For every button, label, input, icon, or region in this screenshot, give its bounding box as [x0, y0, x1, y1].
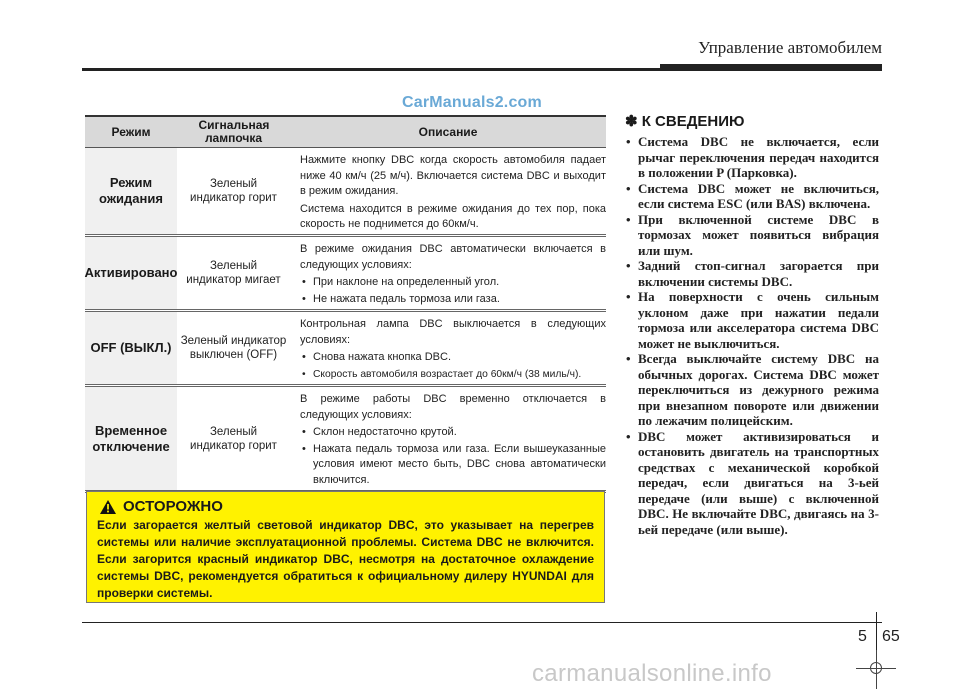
footer-rule — [82, 622, 882, 623]
table-row — [85, 148, 606, 237]
description-bullet: • Скорость автомобиля возрастает до 60км/ч (38 миль/ч). — [300, 367, 606, 383]
description-bullet: • Снова нажата кнопка DBC. — [300, 350, 606, 366]
notes-title: ✽ К СВЕДЕНИЮ — [625, 113, 745, 130]
mode-cell: Активировано — [85, 237, 177, 309]
lamp-cell: Зеленый индикатор горит — [190, 425, 277, 452]
warning-triangle-icon — [99, 499, 117, 515]
table-header — [85, 117, 606, 148]
caution-title: ОСТОРОЖНО — [123, 498, 223, 515]
mode-cell: OFF (ВЫКЛ.) — [85, 312, 177, 384]
lamp-cell: Зеленый индикатор мигает — [186, 260, 281, 286]
table-row — [85, 312, 606, 387]
caution-text: Если загорается желтый световой индикатор DBC, это указывает на перегрев системы или наличие эксплуатационной проблемы. Система DBC не включится. Если загорится красный индикатор DBC, несмотря на достаточное охлаждение системы DBC, рекомендуется обратиться к официальному дилеру HYUNDAI для проверки системы. — [97, 518, 594, 600]
note-item: • DBC может активизироваться и остановить двигатель на транспортных средствах с механической коробкой передач, если двигаться на 3-ьей передаче (или выше) с включенной DBC. Не включайте DBC, двигаясь на 3-ьей передаче (или выше). — [625, 429, 879, 538]
page-number: 65 — [882, 628, 900, 645]
description-text: Контрольная лампа DBC выключается в следующих условиях: — [300, 318, 606, 346]
section-number: 5 — [858, 628, 867, 645]
note-item: • Задний стоп-сигнал загорается при включении системы DBC. — [625, 258, 879, 289]
watermark-top: CarManuals2.com — [402, 94, 542, 111]
note-item: • Система DBC может не включиться, если система ESC (или BAS) включена. — [625, 181, 879, 212]
note-item: • Всегда выключайте систему DBC на обычных дорогах. Система DBC может переключиться из дежурного режима при внезапном повороте или движении по лежачим полицейским. — [625, 351, 879, 429]
caution-box — [86, 491, 605, 603]
note-item: • При включенной системе DBC в тормозах может появиться вибрация или шум. — [625, 212, 879, 259]
table-row — [85, 387, 606, 493]
header-description: Описание — [418, 124, 478, 139]
information-notes — [625, 112, 879, 537]
dbc-mode-table — [85, 115, 606, 493]
description-bullet: • Нажата педаль тормоза или газа. Если вышеуказанные условия имеют место быть, DBC снова автоматически включится. — [300, 442, 606, 489]
crop-mark-circle — [870, 662, 882, 674]
watermark-bottom: carmanualsonline.info — [532, 660, 772, 687]
description-text: Система находится в режиме ожидания до тех пор, пока скорость не поднимется до 60км/ч. — [300, 202, 606, 230]
header-mode: Режим — [111, 124, 151, 139]
lamp-cell: Зеленый индикатор выключен (OFF) — [180, 335, 287, 361]
description-bullet: • При наклоне на определенный угол. — [300, 275, 606, 291]
header-rule — [82, 68, 882, 71]
note-item: • На поверхности с очень сильным уклоном даже при нажатии педали тормоза или акселератора система DBC может не выключиться. — [625, 289, 879, 351]
description-bullet: • Не нажата педаль тормоза или газа. — [300, 292, 606, 308]
description-text: Нажмите кнопку DBC когда скорость автомобиля падает ниже 40 км/ч (25 м/ч). Включается система DBC и выходит в режим ожидания. — [300, 154, 606, 197]
chapter-title: Управление автомобилем — [698, 38, 882, 57]
description-cell — [290, 148, 606, 234]
description-cell — [290, 237, 606, 309]
note-item: • Система DBC не включается, если рычаг переключения передач находится в положении P (Парковка). — [625, 134, 879, 181]
caution-heading — [99, 498, 594, 515]
page-number-separator — [876, 612, 877, 652]
lamp-cell: Зеленый индикатор горит — [190, 178, 277, 204]
mode-cell: Временное отключение — [85, 387, 177, 490]
description-text: В режиме работы DBC временно отключается в следующих условиях: — [300, 393, 606, 421]
table-row — [85, 237, 606, 312]
description-cell — [290, 387, 606, 490]
description-cell — [290, 312, 606, 384]
mode-cell: Режим ожидания — [85, 148, 177, 234]
description-text: В режиме ожидания DBC автоматически включается в следующих условиях: — [300, 243, 606, 271]
description-bullet: • Склон недостаточно крутой. — [300, 425, 606, 441]
header-lamp: Сигнальная лампочка — [198, 118, 270, 145]
